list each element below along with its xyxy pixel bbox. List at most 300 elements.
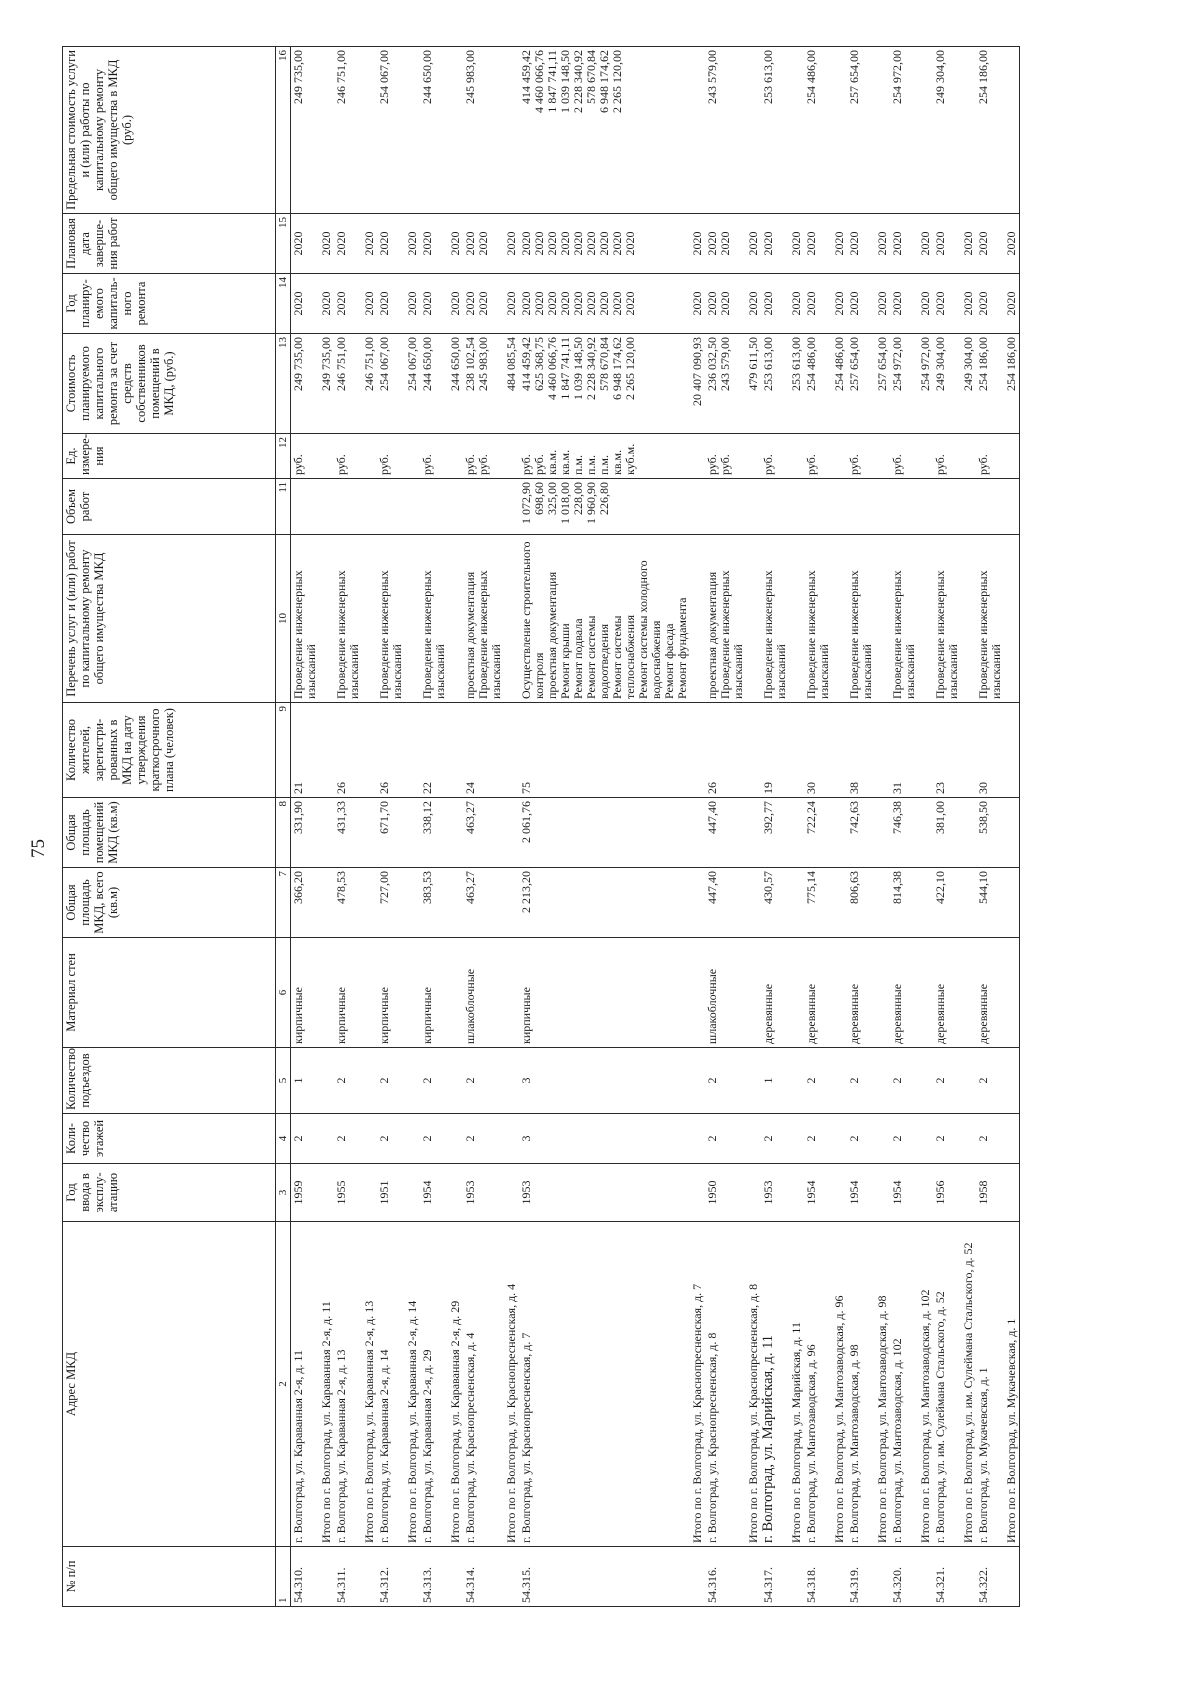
empty-cell: [690, 47, 705, 214]
empty-cell: [448, 535, 463, 703]
plan-year-cell: [976, 274, 1004, 334]
empty-cell: [832, 434, 847, 479]
cell-line: куб.м.: [623, 443, 637, 475]
empty-cell: [1004, 1114, 1020, 1164]
empty-cell: [448, 434, 463, 479]
area-rooms-cell: [377, 798, 405, 868]
cell-line: 2020: [448, 291, 462, 316]
row-number-cell: [334, 1547, 362, 1607]
year: 1959: [291, 1180, 305, 1205]
wall-material: кирпичные: [291, 987, 305, 1044]
material-cell: [291, 938, 320, 1048]
area-total-cell: [334, 868, 362, 938]
column-header: Объем работ: [63, 479, 276, 535]
cell-line: 484 085,54: [504, 337, 518, 391]
total-label: Итого по г. Волгоград, ул. Краснопресненская, д. 4: [504, 1283, 518, 1543]
column-header: Коли-чество этажей: [63, 1114, 276, 1164]
empty-cell: [362, 1547, 377, 1607]
empty-cell: [504, 1114, 519, 1164]
table-row: [334, 47, 362, 1607]
material-cell: [761, 938, 789, 1048]
total-end-date-cell: [319, 214, 334, 274]
cell-line: 254 186,00: [976, 50, 990, 104]
empty-cell: [789, 1114, 804, 1164]
total-row: [746, 47, 761, 1607]
entrances: 2: [334, 1077, 348, 1084]
cell-line: 2020: [319, 291, 333, 316]
area-rooms: 447,40: [705, 801, 719, 834]
area-total-cell: [463, 868, 504, 938]
total-row: [1004, 47, 1020, 1607]
cell-line: Проведение инженерных изысканий: [334, 570, 361, 699]
floors-cell: [377, 1114, 405, 1164]
limit-cell: [463, 47, 504, 214]
cell-line: руб.: [761, 454, 775, 475]
works-cell: [420, 535, 448, 703]
empty-cell: [961, 1164, 976, 1222]
empty-cell: [875, 1547, 890, 1607]
empty-cell: [362, 798, 377, 868]
total-end-date-cell: [875, 214, 890, 274]
end-date-cell: [761, 214, 789, 274]
total-cost-cell: [448, 334, 463, 434]
cell-line: 254 486,00: [804, 50, 818, 104]
empty-cell: [319, 1114, 334, 1164]
entrances: 2: [804, 1077, 818, 1084]
limit-cell: [291, 47, 320, 214]
column-number: 12: [276, 434, 291, 479]
residents-cell: [377, 703, 405, 798]
wall-material: деревянные: [847, 983, 861, 1044]
limit-cell: [334, 47, 362, 214]
cell-line: 2020: [746, 231, 760, 256]
total-row: [504, 47, 519, 1607]
column-number: 3: [276, 1164, 291, 1222]
cell-line: 2020: [746, 291, 760, 316]
floors: 2: [291, 1135, 305, 1142]
costs-cell: [519, 334, 690, 434]
empty-cell: [504, 1048, 519, 1114]
residents: 24: [463, 782, 477, 794]
empty-cell: [405, 535, 420, 703]
cell-line: 1 847 741,11: [558, 337, 572, 400]
total-plan-year-cell: [918, 274, 933, 334]
year-cell: [804, 1164, 832, 1222]
row-number: 54.312.: [377, 1567, 391, 1603]
table-row: [420, 47, 448, 1607]
empty-cell: [448, 47, 463, 214]
residents-cell: [933, 703, 961, 798]
cell-line: 2020: [832, 291, 846, 316]
end-date-cell: [804, 214, 832, 274]
empty-cell: [918, 535, 933, 703]
cell-line: 236 032,50: [705, 337, 719, 391]
empty-cell: [405, 434, 420, 479]
row-number: 54.317.: [761, 1567, 775, 1603]
total-label-cell: [875, 1222, 890, 1547]
area-total: 775,14: [804, 871, 818, 904]
area-rooms: 671,70: [377, 801, 391, 834]
cell-line: руб.: [705, 454, 719, 475]
cell-line: 2020: [519, 231, 533, 256]
empty-cell: [362, 1164, 377, 1222]
cell-line: Проведение инженерных изысканий: [291, 570, 318, 699]
total-label-cell: [918, 1222, 933, 1547]
entrances: 2: [847, 1077, 861, 1084]
address: г. Волгоград, ул. Караванная 2-я, д. 11: [291, 1349, 305, 1543]
entrances: 2: [420, 1077, 434, 1084]
empty-cell: [362, 47, 377, 214]
total-label-cell: [832, 1222, 847, 1547]
residents-cell: [291, 703, 320, 798]
empty-cell: [405, 1164, 420, 1222]
total-end-date-cell: [789, 214, 804, 274]
cell-line: 2020: [405, 291, 419, 316]
plan-year-cell: [761, 274, 789, 334]
header-row: [63, 47, 276, 1607]
cell-line: Проведение инженерных изысканий: [933, 570, 960, 699]
empty-cell: [405, 1547, 420, 1607]
empty-cell: [832, 479, 847, 535]
residents-cell: [334, 703, 362, 798]
empty-cell: [405, 868, 420, 938]
empty-cell: [746, 1048, 761, 1114]
area-rooms: 463,27: [463, 801, 477, 834]
column-number: 1: [276, 1547, 291, 1607]
limit-cell: [761, 47, 789, 214]
cell-line: 2020: [789, 231, 803, 256]
plan-year-cell: [847, 274, 875, 334]
total-label: Итого по г. Волгоград, ул. Мантозаводская, д. 102: [918, 1289, 932, 1543]
residents: 21: [291, 782, 305, 794]
address-cell: [519, 1222, 690, 1547]
cell-line: 245 983,00: [476, 337, 490, 391]
empty-cell: [961, 479, 976, 535]
address: г. Волгоград, ул. Мантозаводская, д. 96: [804, 1344, 818, 1543]
column-header: Количество жителей, зарегистри-рованных в МКД на дату утверждения краткосрочного плана (человек): [63, 703, 276, 798]
empty-cell: [875, 1114, 890, 1164]
empty-cell: [832, 868, 847, 938]
works-cell: [291, 535, 320, 703]
row-number: 54.316.: [705, 1567, 719, 1603]
total-cost-cell: [918, 334, 933, 434]
empty-cell: [448, 1048, 463, 1114]
area-rooms: 722,24: [804, 801, 818, 834]
volumes-cell: [933, 479, 961, 535]
column-number: 9: [276, 703, 291, 798]
cell-line: 249 735,00: [291, 337, 305, 391]
residents-cell: [420, 703, 448, 798]
area-rooms: 742,63: [847, 801, 861, 834]
units-cell: [705, 434, 746, 479]
area-total: 727,00: [377, 871, 391, 904]
empty-cell: [690, 1048, 705, 1114]
residents-cell: [463, 703, 504, 798]
empty-cell: [961, 868, 976, 938]
total-row: [319, 47, 334, 1607]
year: 1958: [976, 1180, 990, 1205]
empty-cell: [1004, 868, 1020, 938]
cell-line: 1 847 741,11: [545, 50, 559, 113]
volumes-cell: [519, 479, 690, 535]
floors-cell: [804, 1114, 832, 1164]
residents-cell: [761, 703, 789, 798]
material-cell: [847, 938, 875, 1048]
total-plan-year-cell: [789, 274, 804, 334]
cell-line: 2020: [610, 231, 624, 256]
area-rooms-cell: [519, 798, 690, 868]
volumes-cell: [890, 479, 918, 535]
plan-year-cell: [705, 274, 746, 334]
year: 1954: [420, 1180, 434, 1205]
total-row: [789, 47, 804, 1607]
table-row: [890, 47, 918, 1607]
floors: 3: [519, 1135, 533, 1142]
costs-cell: [420, 334, 448, 434]
plan-year-cell: [519, 274, 690, 334]
empty-cell: [1004, 47, 1020, 214]
column-number-row: [276, 47, 291, 1607]
cell-line: 249 304,00: [961, 337, 975, 391]
area-rooms-cell: [933, 798, 961, 868]
cell-line: 4 460 066,76: [532, 50, 546, 113]
year: 1954: [804, 1180, 818, 1205]
year: 1954: [847, 1180, 861, 1205]
units-cell: [933, 434, 961, 479]
cell-line: 2020: [504, 291, 518, 316]
empty-cell: [789, 1547, 804, 1607]
cell-line: 2020: [405, 231, 419, 256]
empty-cell: [1004, 434, 1020, 479]
cell-line: 246 751,00: [334, 50, 348, 104]
total-plan-year-cell: [319, 274, 334, 334]
residents-cell: [519, 703, 690, 798]
area-rooms-cell: [761, 798, 789, 868]
empty-cell: [918, 479, 933, 535]
wall-material: деревянные: [976, 983, 990, 1044]
floors: 2: [761, 1135, 775, 1142]
empty-cell: [789, 535, 804, 703]
cell-line: Проведение инженерных изысканий: [761, 570, 788, 699]
empty-cell: [319, 434, 334, 479]
floors-cell: [291, 1114, 320, 1164]
cell-line: 1 018,00: [558, 482, 572, 524]
cell-line: проектная документация: [705, 571, 719, 699]
empty-cell: [504, 1164, 519, 1222]
empty-cell: [875, 1164, 890, 1222]
empty-cell: [961, 1547, 976, 1607]
wall-material: шлакоблочные: [705, 968, 719, 1044]
entrances-cell: [705, 1048, 746, 1114]
area-rooms: 2 061,76: [519, 801, 533, 843]
total-label: Итого по г. Волгоград, ул. Марийская, д. 11: [789, 1322, 803, 1543]
column-header: Год ввода в эксплу-атацию: [63, 1164, 276, 1222]
cell-line: 414 459,42: [519, 50, 533, 104]
empty-cell: [504, 703, 519, 798]
area-rooms-cell: [847, 798, 875, 868]
cell-line: п.м.: [584, 454, 598, 475]
address: г. Волгоград, ул. Мукачевская, д. 1: [976, 1367, 990, 1543]
row-number-cell: [933, 1547, 961, 1607]
cell-line: Ремонт системы водоотведения: [584, 615, 611, 699]
area-rooms-cell: [705, 798, 746, 868]
cell-line: Проведение инженерных изысканий: [377, 570, 404, 699]
total-end-date-cell: [405, 214, 420, 274]
address-cell: [761, 1222, 789, 1547]
total-label-cell: [961, 1222, 976, 1547]
page-number: 75: [28, 839, 49, 858]
empty-cell: [448, 703, 463, 798]
total-label-cell: [319, 1222, 334, 1547]
address-cell: [705, 1222, 746, 1547]
units-cell: [976, 434, 1004, 479]
empty-cell: [504, 938, 519, 1048]
empty-cell: [1004, 1547, 1020, 1607]
empty-cell: [875, 868, 890, 938]
cell-line: 243 579,00: [705, 50, 719, 104]
material-cell: [377, 938, 405, 1048]
year: 1950: [705, 1180, 719, 1205]
cell-line: 2020: [519, 291, 533, 316]
wall-material: кирпичные: [377, 987, 391, 1044]
address: г. Волгоград, ул. Краснопресненская, д. 7: [519, 1332, 533, 1543]
cell-line: 254 972,00: [918, 337, 932, 391]
empty-cell: [319, 1547, 334, 1607]
material-cell: [519, 938, 690, 1048]
address: г. Волгоград, ул. Мантозаводская, д. 98: [847, 1344, 861, 1543]
costs-cell: [334, 334, 362, 434]
cell-line: 253 613,00: [789, 337, 803, 391]
cell-line: 2020: [761, 291, 775, 316]
address: г. Волгоград, ул. Мантозаводская, д. 102: [890, 1338, 904, 1543]
floors: 2: [705, 1135, 719, 1142]
address-cell: [420, 1222, 448, 1547]
cell-line: 2020: [933, 231, 947, 256]
cell-line: 2020: [597, 231, 611, 256]
entrances: 3: [519, 1077, 533, 1084]
empty-cell: [319, 798, 334, 868]
table-row: [463, 47, 504, 1607]
empty-cell: [362, 535, 377, 703]
empty-cell: [918, 868, 933, 938]
empty-cell: [690, 535, 705, 703]
cell-line: 2020: [463, 291, 477, 316]
empty-cell: [832, 1048, 847, 1114]
column-header: № п/п: [63, 1547, 276, 1607]
cell-line: 578 670,84: [597, 337, 611, 391]
total-row: [918, 47, 933, 1607]
entrances-cell: [334, 1048, 362, 1114]
cell-line: руб.: [334, 454, 348, 475]
floors-cell: [420, 1114, 448, 1164]
empty-cell: [918, 703, 933, 798]
empty-cell: [448, 798, 463, 868]
cell-line: руб.: [519, 454, 533, 475]
empty-cell: [690, 434, 705, 479]
cell-line: 246 751,00: [362, 337, 376, 391]
area-rooms: 431,33: [334, 801, 348, 834]
floors: 2: [334, 1135, 348, 1142]
residents-cell: [976, 703, 1004, 798]
cell-line: 2020: [890, 231, 904, 256]
row-number: 54.321.: [933, 1567, 947, 1603]
row-number-cell: [890, 1547, 918, 1607]
works-cell: [463, 535, 504, 703]
cell-line: 2020: [571, 291, 585, 316]
column-number: 6: [276, 938, 291, 1048]
area-rooms-cell: [976, 798, 1004, 868]
area-total-cell: [890, 868, 918, 938]
cell-line: 2020: [1004, 231, 1018, 256]
column-header: Материал стен: [63, 938, 276, 1048]
cell-line: 2020: [718, 231, 732, 256]
cell-line: 2020: [334, 231, 348, 256]
end-date-cell: [463, 214, 504, 274]
year-cell: [519, 1164, 690, 1222]
works-cell: [519, 535, 690, 703]
cell-line: 2020: [847, 291, 861, 316]
residents: 30: [976, 782, 990, 794]
empty-cell: [875, 47, 890, 214]
floors: 2: [847, 1135, 861, 1142]
empty-cell: [918, 798, 933, 868]
total-label-cell: [448, 1222, 463, 1547]
cell-line: 2020: [545, 291, 559, 316]
empty-cell: [961, 535, 976, 703]
cell-line: руб.: [933, 454, 947, 475]
floors: 2: [377, 1135, 391, 1142]
cell-line: 2020: [291, 291, 305, 316]
cell-line: 2020: [789, 291, 803, 316]
entrances-cell: [519, 1048, 690, 1114]
total-label: Итого по г. Волгоград, ул. Караванная 2-я, д. 29: [448, 1300, 462, 1543]
area-total: 463,27: [463, 871, 477, 904]
cell-line: Осуществление строительного контроля: [519, 541, 546, 699]
floors-cell: [705, 1114, 746, 1164]
empty-cell: [875, 798, 890, 868]
total-end-date-cell: [918, 214, 933, 274]
residents-cell: [847, 703, 875, 798]
cell-line: проектная документация: [463, 571, 477, 699]
empty-cell: [405, 47, 420, 214]
cell-line: 226,80: [597, 482, 611, 515]
empty-cell: [832, 703, 847, 798]
cell-line: 2020: [571, 231, 585, 256]
empty-cell: [690, 1164, 705, 1222]
column-number: 11: [276, 479, 291, 535]
volumes-cell: [804, 479, 832, 535]
material-cell: [420, 938, 448, 1048]
volumes-cell: [847, 479, 875, 535]
address: г. Волгоград, ул. Караванная 2-я, д. 29: [420, 1349, 434, 1543]
cell-line: 479 611,50: [746, 337, 760, 391]
area-rooms: 538,50: [976, 801, 990, 834]
cell-line: 2020: [584, 291, 598, 316]
residents: 26: [377, 782, 391, 794]
wall-material: кирпичные: [519, 987, 533, 1044]
works-cell: [804, 535, 832, 703]
total-cost-cell: [504, 334, 519, 434]
plan-year-cell: [420, 274, 448, 334]
units-cell: [804, 434, 832, 479]
limit-cell: [420, 47, 448, 214]
year-cell: [334, 1164, 362, 1222]
total-plan-year-cell: [875, 274, 890, 334]
floors-cell: [890, 1114, 918, 1164]
wall-material: шлакоблочные: [463, 968, 477, 1044]
cell-line: 2020: [890, 291, 904, 316]
empty-cell: [690, 1547, 705, 1607]
